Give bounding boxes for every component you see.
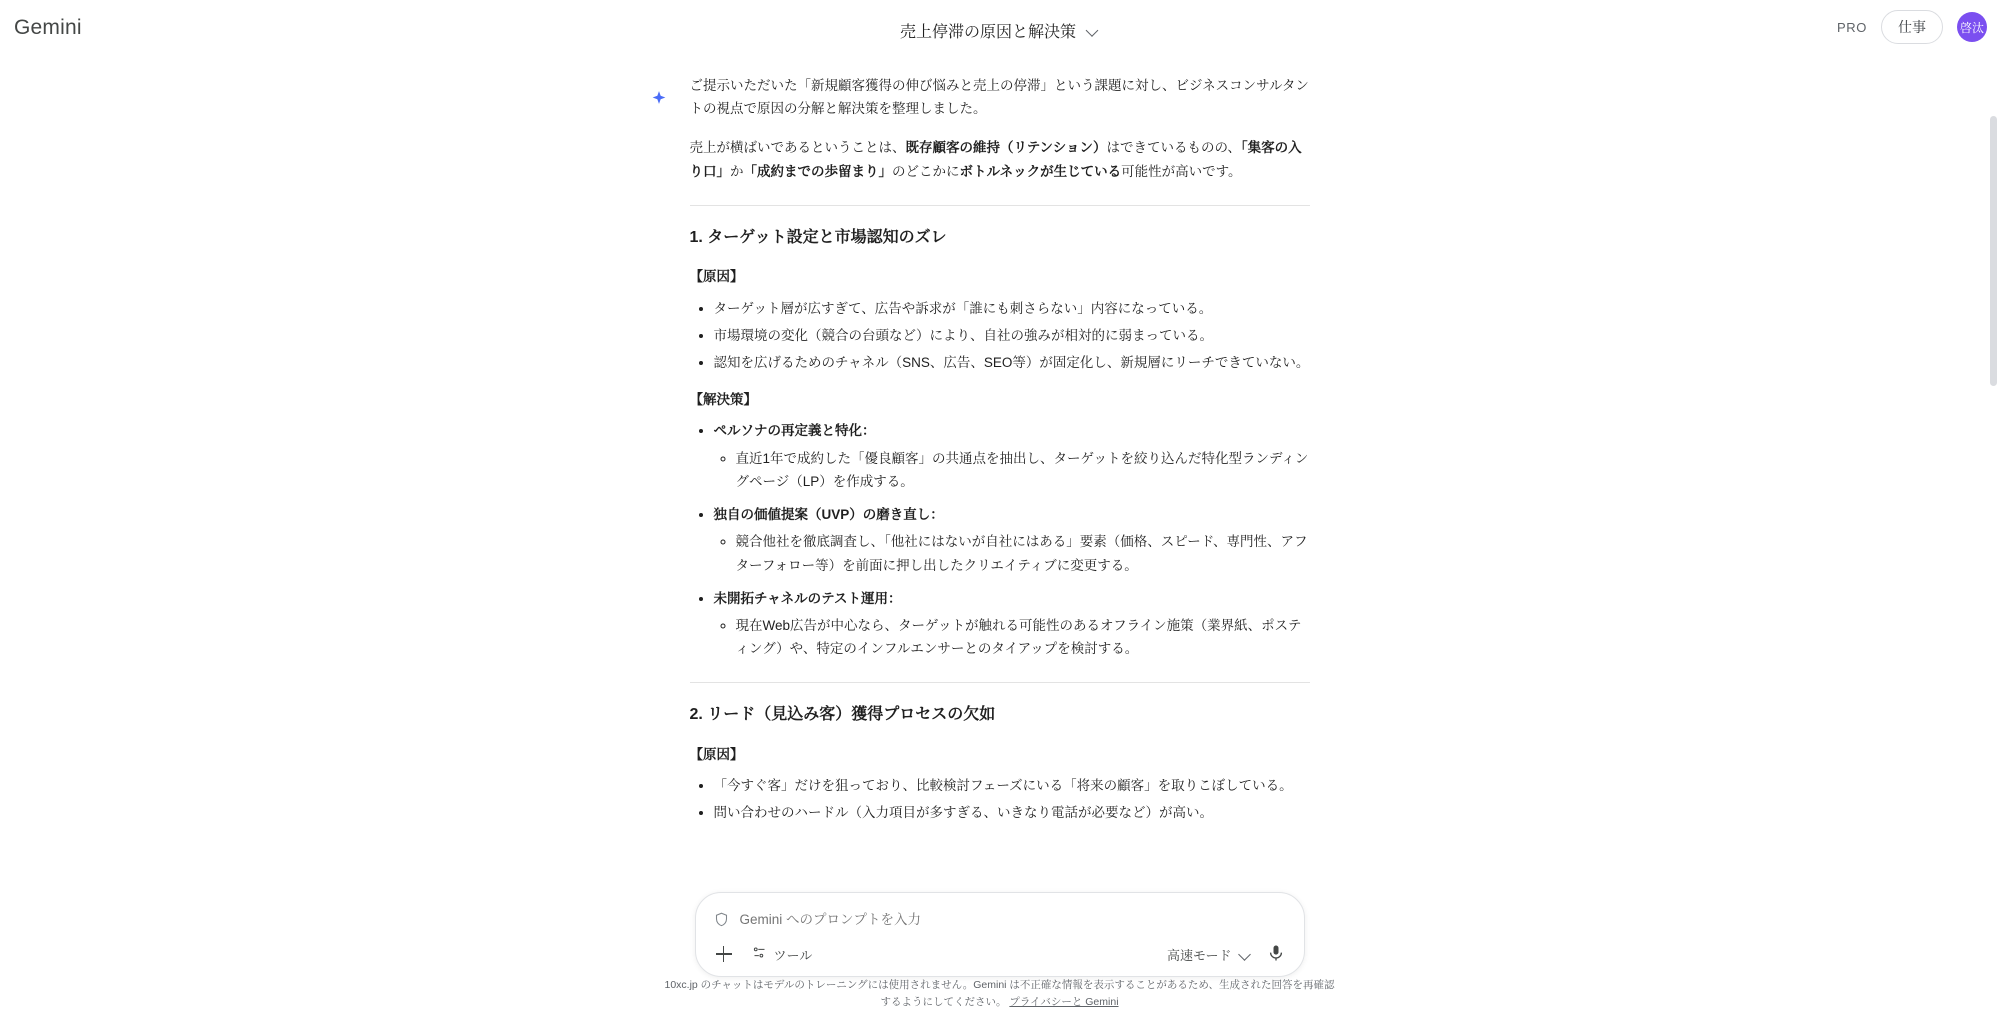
plain-text: か [730, 163, 744, 179]
list-item: ◦ 現在Web広告が中心なら、ターゲットが触れる可能性のあるオフライン施策（業界紙、ポスティング）や、特定のインフルエンサーとのタイアップを検討する。 [736, 614, 1310, 660]
add-attachment-button[interactable] [712, 942, 736, 966]
list-item: • 市場環境の変化（競合の台頭など）により、自社の強みが相対的に弱まっている。 [714, 324, 1310, 347]
plain-text: のどこかに [892, 163, 960, 179]
plain-text: はできているものの、 [1106, 140, 1241, 156]
page-scrollbar[interactable] [1990, 116, 1997, 386]
composer-container [695, 892, 1305, 977]
emphasis-text: 既存顧客の維持（リテンション） [905, 140, 1107, 156]
list-item: • 認知を広げるためのチャネル（SNS、広告、SEO等）が固定化し、新規層にリーチできていない。 [714, 351, 1310, 374]
intro-paragraph-1: ご提示いただいた「新規顧客獲得の伸び悩みと売上の停滞」という課題に対し、ビジネスコンサルタントの視点で原因の分解と解決策を整理しました。 [689, 78, 1309, 117]
privacy-link[interactable]: プライバシーと Gemini [1009, 996, 1119, 1009]
solution-title: 独自の価値提案（UVP）の磨き直し： [713, 507, 944, 523]
composer-toolbar-left [712, 942, 813, 966]
list-item: • ターゲット層が広すぎて、広告や訴求が「誰にも刺さらない」内容になっている。 [714, 297, 1310, 320]
conversation-scroll-area[interactable] [0, 60, 1999, 960]
chat-title-dropdown[interactable] [892, 16, 1107, 45]
assistant-response [690, 74, 1310, 825]
cause-label-1: 【原因】 [689, 269, 744, 285]
solution-title: 未開拓チャネルのテスト運用： [713, 590, 902, 606]
composer-toolbar [710, 942, 1290, 968]
pro-badge: PRO [1837, 19, 1867, 35]
emphasis-text: ボトルネックが生じている [959, 163, 1122, 179]
solution-label-1: 【解決策】 [689, 392, 757, 408]
cause-label-2: 【原因】 [689, 746, 744, 762]
emphasis-text: 「成約までの歩留まり」 [743, 163, 892, 179]
section-heading-1: 1. ターゲット設定と市場認知のズレ [689, 228, 947, 246]
emphasis-text: 「集客の入り口」 [689, 140, 1302, 179]
prompt-input[interactable] [738, 911, 1286, 928]
model-mode-selector[interactable] [1167, 945, 1251, 964]
tools-button-label: ツール [773, 947, 813, 963]
list-item [714, 503, 1310, 577]
section-heading-2: 2. リード（見込み客）獲得プロセスの欠如 [689, 706, 996, 724]
footer-disclaimer [660, 977, 1340, 1011]
list-item: ◦ 直近1年で成約した「優良顧客」の共通点を抽出し、ターゲットを絞り込んだ特化型ランディングページ（LP）を作成する。 [736, 447, 1310, 493]
plain-text: 売上が横ばいであるということは、 [689, 140, 906, 156]
cause-list-2 [690, 774, 1310, 824]
composer-toolbar-right [1167, 943, 1287, 965]
app-brand-label: Gemini [14, 16, 82, 39]
solution-title: ペルソナの再定義と特化： [713, 423, 876, 439]
solution-detail-list [714, 530, 1310, 576]
gemini-sparkle-icon [650, 90, 668, 108]
solution-detail-list [714, 614, 1310, 660]
model-mode-label: 高速モード [1167, 947, 1232, 963]
list-item: • 「今すぐ客」だけを狙っており、比較検討フェーズにいる「将来の顧客」を取りこぼしている。 [714, 774, 1310, 797]
list-item: ◦ 競合他社を徹底調査し、「他社にはないが自社にはある」要素（価格、スピード、専門性、アフターフォロー等）を前面に押し出したクリエイティブに変更する。 [736, 530, 1310, 576]
list-item [714, 587, 1310, 661]
prompt-row [710, 905, 1290, 942]
tools-button[interactable] [752, 945, 813, 964]
avatar[interactable]: 啓汰 [1957, 12, 1987, 42]
list-item: • 問い合わせのハードル（入力項目が多すぎる、いきなり電話が必要など）が高い。 [714, 801, 1310, 824]
plain-text: 可能性が高いです。 [1121, 163, 1242, 179]
section-divider [690, 205, 1310, 206]
shield-icon [714, 912, 729, 927]
intro-paragraph-2 [690, 136, 1310, 182]
list-item [714, 419, 1310, 493]
disclaimer-text: 10xc.jp のチャットはモデルのトレーニングには使用されません。Gemini は不正確な情報を表示することがあるため、生成された回答を再確認するようにしてください。 [664, 979, 1335, 1009]
chevron-down-icon [1239, 948, 1252, 961]
solution-list-1 [690, 419, 1310, 660]
tools-icon [752, 945, 767, 963]
chat-title: 売上停滞の原因と解決策 [899, 24, 1077, 41]
chevron-down-icon [1086, 24, 1099, 37]
cause-list-1 [690, 297, 1310, 375]
section-divider [690, 682, 1310, 683]
workspace-switch-button[interactable]: 仕事 [1881, 10, 1943, 44]
response-body [690, 74, 1310, 825]
microphone-button[interactable] [1266, 943, 1288, 965]
top-bar-right-group [1837, 10, 1987, 44]
top-bar [0, 0, 1999, 60]
solution-detail-list [714, 447, 1310, 493]
composer [695, 892, 1305, 977]
